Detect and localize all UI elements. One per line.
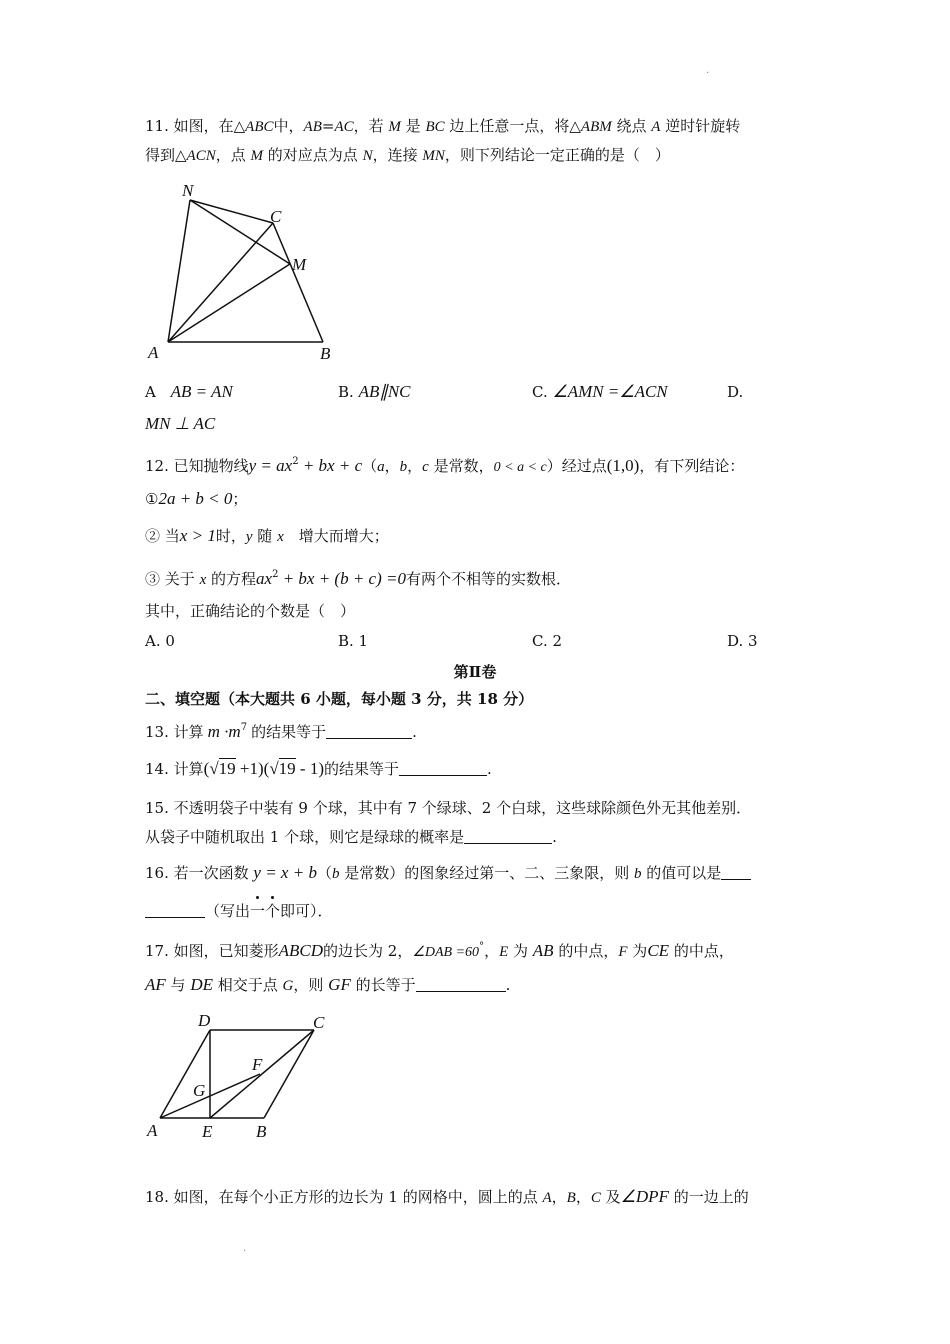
- heading-number: 6: [300, 690, 311, 708]
- q16-var: b: [331, 866, 340, 882]
- q16-formula: y = x + b: [253, 863, 317, 882]
- q18-line1: [145, 1186, 749, 1209]
- q11-var: M: [388, 119, 401, 135]
- q14-radicand: 19: [278, 759, 296, 778]
- q12-var: x: [199, 572, 207, 588]
- q13-formula: m ·m: [207, 722, 241, 741]
- q17-text: 与: [165, 976, 191, 994]
- q11-option-d[interactable]: [727, 381, 743, 403]
- q16-text: 即可）．: [280, 902, 333, 920]
- q17-text: ，则: [293, 976, 329, 994]
- q12-option-d[interactable]: D. 3: [727, 632, 758, 650]
- q12-formula: 0 < a < c: [493, 460, 547, 475]
- q13-number: 13.: [145, 723, 174, 741]
- label-a: A: [148, 343, 159, 362]
- q16-var: b: [634, 866, 642, 882]
- q17-text: 的中点，: [669, 942, 734, 960]
- rhombus-side-bc: [264, 1030, 314, 1118]
- emphasis-char: 一: [250, 902, 266, 920]
- q12-question: 其中，正确结论的个数是（ ）: [145, 602, 356, 620]
- q14-radicand: 19: [218, 759, 236, 778]
- q11-option-d-formula: [145, 413, 215, 435]
- q12-text: 时，: [215, 527, 246, 545]
- q13-answer-blank[interactable]: [326, 724, 412, 739]
- label-e: E: [202, 1122, 213, 1141]
- q11-line1: [145, 115, 740, 138]
- label-a: A: [147, 1121, 158, 1140]
- q18-formula: ∠DPF: [620, 1187, 669, 1206]
- q12-formula: + bx + c: [298, 456, 363, 475]
- q12-text: 关于: [160, 570, 200, 588]
- q18-text: ，: [575, 1188, 591, 1206]
- q11-var: BC: [425, 119, 445, 135]
- q12-text: 当: [160, 527, 180, 545]
- q12-text: 有两个不相等的实数根．: [406, 570, 572, 588]
- q14-text: 计算: [173, 760, 204, 778]
- q17-figure: [140, 1005, 350, 1145]
- q11-number: 11.: [145, 117, 174, 135]
- q12-var: b: [399, 459, 408, 475]
- label-d: D: [198, 1011, 211, 1030]
- q17-line2: [145, 974, 510, 997]
- q15-answer-blank[interactable]: [464, 829, 552, 844]
- q14-formula: +1)(: [235, 759, 270, 778]
- segment-am: [168, 264, 290, 342]
- top-page-mark: .: [706, 65, 710, 76]
- q12-conclusion-3: [145, 564, 571, 591]
- q12-formula: 2a + b < 0: [158, 489, 233, 508]
- q11-text: 绕点: [611, 117, 652, 135]
- q12-option-c[interactable]: C. 2: [532, 632, 563, 650]
- option-label: A: [145, 383, 156, 401]
- q12-conclusion-1: [145, 488, 247, 510]
- q17-formula: AF: [145, 975, 166, 994]
- q16-answer-blank[interactable]: [721, 865, 751, 880]
- option-label: B.: [338, 383, 354, 401]
- q18-var: C: [590, 1190, 601, 1206]
- degree-sign: °: [479, 941, 485, 952]
- label-m: M: [292, 255, 307, 274]
- q16-line1: [145, 862, 751, 885]
- q16-text: 若一次函数: [173, 864, 254, 882]
- q12-line1: [145, 451, 744, 479]
- q12-text: 的方程: [206, 570, 257, 588]
- q12-exponent: 2: [292, 456, 299, 467]
- q13: [145, 717, 417, 743]
- q16-line2: [145, 900, 333, 922]
- section-heading: [145, 688, 533, 710]
- label-g: G: [193, 1081, 206, 1100]
- q17-text: 的中点，: [553, 942, 619, 960]
- q11-figure: [140, 178, 350, 368]
- q12-formula: (1,0): [606, 456, 640, 475]
- q12-text: ）经过点: [546, 457, 607, 475]
- q12-var: x: [277, 529, 284, 545]
- option-label: D.: [727, 383, 744, 401]
- q17-var: G: [282, 978, 294, 994]
- q17-formula: DE: [190, 975, 213, 994]
- q16-text: 是常数）的图象经过第一、二、三象限，则: [339, 864, 635, 882]
- circled-number: ②: [145, 527, 161, 545]
- segment-nc: [190, 200, 273, 223]
- label-c: C: [313, 1013, 325, 1032]
- q17-text: 的长等于: [350, 976, 416, 994]
- label-n: N: [182, 181, 194, 200]
- q18-text: 及: [600, 1188, 621, 1206]
- q17-number: 17.: [145, 942, 174, 960]
- q11-line2: [145, 144, 670, 167]
- q17-formula: AB: [532, 941, 554, 960]
- rhombus-side-ad: [160, 1030, 210, 1118]
- q11-text: 的对应点为点: [263, 146, 363, 164]
- q17-text: ，: [484, 942, 500, 960]
- q12-conclusion-2: [145, 525, 389, 548]
- q11-text: 中，: [273, 117, 304, 135]
- q17-text: 为: [627, 942, 648, 960]
- q15-line2: [145, 826, 557, 848]
- q12-text: ；: [232, 490, 248, 508]
- q13-exponent: 7: [240, 722, 248, 733]
- q14-answer-blank[interactable]: [399, 761, 487, 776]
- q11-var: AC: [334, 119, 354, 135]
- q14-number: 14.: [145, 760, 174, 778]
- q12-text: 已知抛物线: [173, 457, 249, 475]
- q11-option-c[interactable]: [532, 381, 668, 403]
- circled-number: ③: [145, 570, 161, 588]
- q12-exponent: 2: [272, 569, 279, 580]
- q18-text: ，: [551, 1188, 567, 1206]
- q18-var: A: [542, 1190, 552, 1206]
- q14-formula: - 1): [295, 759, 324, 778]
- q17-answer-blank[interactable]: [416, 977, 506, 992]
- heading-text: 小题，每小题: [310, 690, 412, 708]
- sqrt-symbol: √: [269, 759, 279, 778]
- q12-text: 随: [252, 527, 278, 545]
- q14: [145, 758, 492, 780]
- q12-text: 增大而增大；: [283, 527, 389, 545]
- q17-text: 相交于点: [213, 976, 283, 994]
- q12-option-a[interactable]: A. 0: [145, 632, 175, 650]
- q12-text: ，有下列结论：: [639, 457, 745, 475]
- q11-var: M: [250, 148, 264, 164]
- q11-option-a[interactable]: [145, 381, 233, 403]
- q17-text: 的边长为 2，: [323, 942, 413, 960]
- q16-text: （写出: [205, 902, 251, 920]
- q14-text: 的结果等于: [324, 760, 400, 778]
- q11-text: ，点: [215, 146, 251, 164]
- option-formula: MN ⊥ AC: [145, 414, 216, 433]
- option-formula: AB∥NC: [358, 382, 411, 401]
- q16-number: 16.: [145, 864, 174, 882]
- option-formula: AB = AN: [170, 382, 233, 401]
- heading-number: 18: [477, 690, 498, 708]
- q12-var: a: [377, 459, 385, 475]
- q17-formula: CE: [647, 941, 670, 960]
- q12-formula: + bx + (b + c) =0: [278, 569, 406, 588]
- q11-var: MN: [422, 148, 445, 164]
- q16-text: （: [316, 864, 332, 882]
- q11-var: A: [651, 119, 661, 135]
- q11-text: 逆时针旋转: [660, 117, 741, 135]
- q13-text: .: [412, 723, 417, 741]
- q18-number: 18.: [145, 1188, 174, 1206]
- heading-text: 二、填空题（本大题共: [145, 690, 301, 708]
- q11-option-b[interactable]: [338, 381, 411, 403]
- q12-option-b[interactable]: B. 1: [338, 632, 369, 650]
- q17-formula: ABCD: [278, 941, 324, 960]
- q12-formula: y = ax: [248, 456, 293, 475]
- label-b: B: [320, 344, 331, 363]
- q17-text: .: [505, 976, 511, 994]
- label-b: B: [256, 1122, 267, 1141]
- label-c: C: [270, 207, 282, 226]
- q11-text: ，连接: [372, 146, 423, 164]
- q16-answer-blank-cont[interactable]: [145, 903, 205, 918]
- q11-text: ，则下列结论一定正确的是（ ）: [444, 146, 670, 164]
- q14-text: .: [487, 760, 492, 778]
- q12-text: ，: [407, 457, 423, 475]
- q12-formula: ax: [256, 569, 273, 588]
- q12-formula: x > 1: [179, 526, 216, 545]
- q11-text: 得到△: [145, 146, 187, 164]
- q17-var: F: [618, 944, 628, 960]
- heading-text: 分）: [497, 690, 534, 708]
- q12-var: c: [422, 459, 429, 475]
- q17-formula: GF: [328, 975, 351, 994]
- q15-text: .: [552, 828, 557, 846]
- q12-number: 12.: [145, 457, 174, 475]
- q11-text: 是: [400, 117, 426, 135]
- q14-formula: (: [203, 759, 210, 778]
- q11-var: ACN: [186, 148, 216, 164]
- q12-text: （: [362, 457, 378, 475]
- q12-text: ，: [384, 457, 400, 475]
- heading-text: 分，共: [421, 690, 478, 708]
- q12-text: 是常数，: [428, 457, 494, 475]
- q18-text: 如图，在每个小正方形的边长为 1 的网格中，圆上的点: [173, 1188, 543, 1206]
- q17-line1: [145, 936, 734, 964]
- q13-text: 计算: [173, 723, 204, 741]
- q13-text: 的结果等于: [251, 723, 327, 741]
- q16-text: 的值可以是: [641, 864, 722, 882]
- segment-bc: [273, 223, 323, 342]
- circled-number: ①: [145, 490, 159, 508]
- sqrt-symbol: √: [209, 759, 219, 778]
- option-label: C.: [532, 383, 548, 401]
- q11-text: 边上任意一点，将△: [444, 117, 581, 135]
- q11-var: ABC: [245, 119, 274, 135]
- bottom-page-mark: .: [243, 1243, 247, 1254]
- q11-text: ，若: [353, 117, 389, 135]
- q11-text: =: [321, 117, 335, 135]
- q11-var: AB: [303, 119, 322, 135]
- q15-text: 从袋子中随机取出 1 个球，则它是绿球的概率是: [145, 828, 465, 846]
- q17-var: E: [499, 944, 509, 960]
- q11-text: 如图，在△: [173, 117, 246, 135]
- q17-text: 如图，已知菱形: [173, 942, 279, 960]
- q17-formula: ∠DAB =60: [412, 945, 480, 960]
- heading-number: 3: [411, 690, 422, 708]
- q11-var: N: [362, 148, 373, 164]
- volume-title: 第Ⅱ卷: [453, 663, 497, 681]
- q18-var: B: [566, 1190, 576, 1206]
- emphasis-char: 个: [265, 902, 281, 920]
- q12-var: y: [245, 529, 253, 545]
- q15-line1: 15. 不透明袋子中装有 9 个球，其中有 7 个绿球、2 个白球，这些球除颜色外无其他差别．: [145, 799, 752, 817]
- q11-var: ABM: [580, 119, 612, 135]
- q17-text: 为: [508, 942, 533, 960]
- label-f: F: [252, 1055, 263, 1074]
- option-formula: ∠AMN =∠ACN: [552, 382, 668, 401]
- segment-ec: [210, 1030, 314, 1118]
- q18-text: 的一边上的: [668, 1188, 749, 1206]
